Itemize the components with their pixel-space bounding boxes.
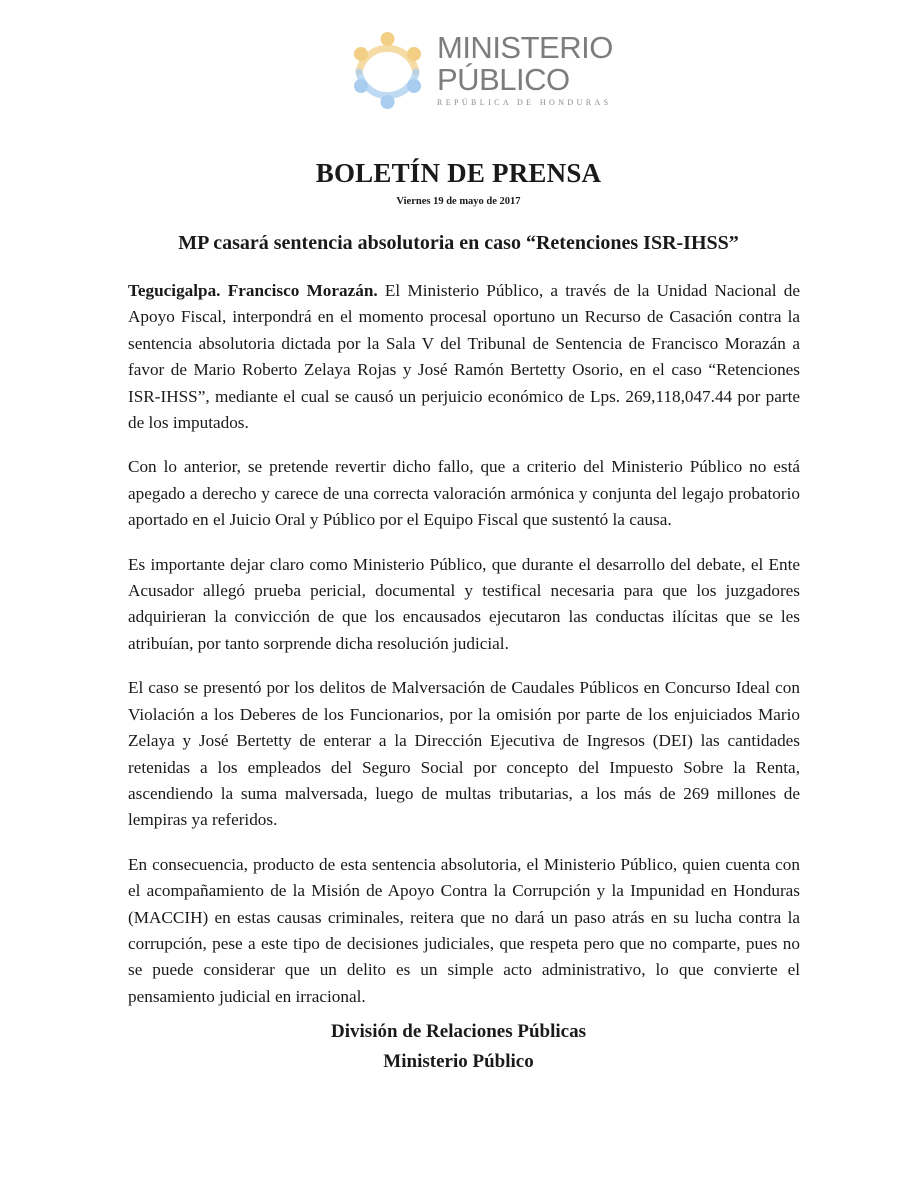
paragraph-3: Es importante dejar claro como Ministerio Público, que durante el desarrollo del debate, el Ente Acusador allegó prueba pericial, documental y testifical necesaria para que los juzgadores adquirieran la convicción de que los encausados ejecutaron las conductas ilícitas que se les atribuían, por tanto sorprende dicha resolución judicial. bbox=[128, 554, 800, 653]
document-title: BOLETÍN DE PRENSA bbox=[315, 158, 602, 188]
press-release-body bbox=[128, 278, 800, 1028]
paragraph-4: El caso se presentó por los delitos de Malversación de Caudales Públicos en Concurso Ideal con Violación a los Deberes de los Funcionarios, por la omisión por parte de los enjuiciados Mario Zelaya y José Bertetty de enterar a la Dirección Ejecutiva de Ingresos (DEI) las cantidades retenidas a los empleados del Seguro Social por concepto del Impuesto Sobre la Renta, ascendiendo la suma malversada, luego de multas tributarias, a los más de 269 millones de lempiras ya referidos. bbox=[128, 678, 800, 830]
logo-publico: PÚBLICO bbox=[437, 62, 570, 97]
ministerio-publico-logo bbox=[345, 28, 625, 113]
logo-ministerio: MINISTERIO bbox=[437, 30, 613, 65]
dateline: Tegucigalpa. Francisco Morazán. bbox=[128, 281, 378, 300]
logo-text bbox=[437, 32, 613, 107]
paragraph-5: En consecuencia, producto de esta sentencia absolutoria, el Ministerio Público, quien cuenta con el acompañamiento de la Misión de Apoyo Contra la Corrupción y la Impunidad en Honduras (MACCIH) en estas causas criminales, reitera que no dará un paso atrás en su lucha contra la corrupción, pese a este tipo de decisiones judiciales, que respeta pero que no comparte, pues no se puede considerar que un delito es un simple acto administrativo, lo que convierte el pensamiento judicial en irracional. bbox=[128, 854, 800, 1006]
document-date: Viernes 19 de mayo de 2017 bbox=[396, 196, 521, 207]
paragraph-1 bbox=[128, 278, 800, 436]
signature-organization: Ministerio Público bbox=[383, 1051, 534, 1072]
headline: MP casará sentencia absolutoria en caso “Retenciones ISR-IHSS” bbox=[178, 232, 739, 254]
signature-division: División de Relaciones Públicas bbox=[331, 1021, 586, 1042]
logo-republica: REPÚBLICA DE HONDURAS bbox=[437, 98, 612, 107]
people-circle-logo-icon bbox=[345, 28, 430, 113]
paragraph-2: Con lo anterior, se pretende revertir dicho fallo, que a criterio del Ministerio Público no está apegado a derecho y carece de una correcta valoración armónica y conjunta del legajo probatorio aportado en el Juicio Oral y Público por el Equipo Fiscal que sustentó la causa. bbox=[128, 457, 800, 530]
paragraph-1-text: El Ministerio Público, a través de la Unidad Nacional de Apoyo Fiscal, interpondrá en el momento procesal oportuno un Recurso de Casación contra la sentencia absolutoria dictada por la Sala V del Tribunal de Sentencia de Francisco Morazán a favor de Mario Roberto Zelaya Rojas y José Ramón Bertetty Osorio, en el caso “Retenciones ISR-IHSS”, mediante el cual se causó un perjuicio económico de Lps. 269,118,047.44 por parte de los imputados. bbox=[128, 281, 800, 433]
